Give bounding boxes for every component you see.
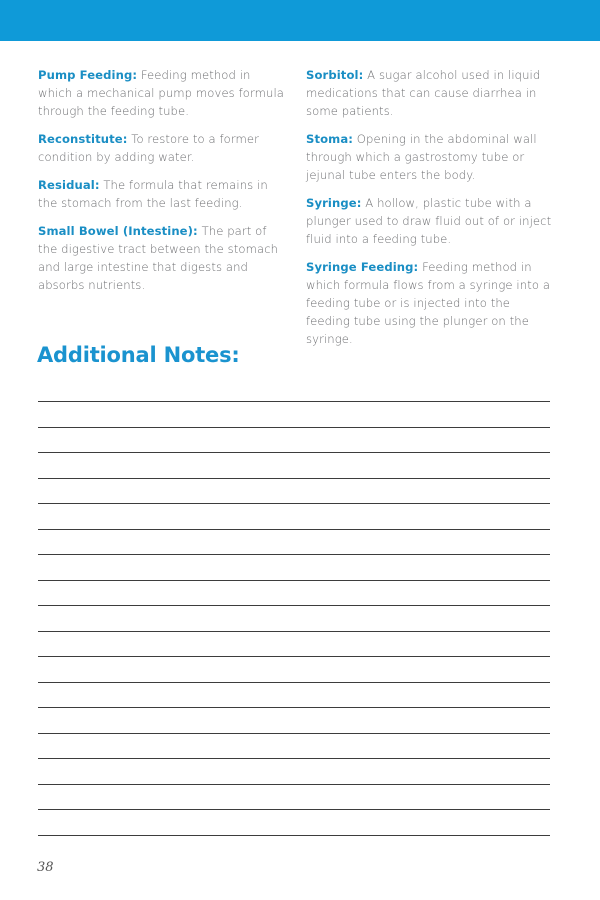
glossary-definition: The part of the digestive tract between the stomach and large intestine that digests and absorbs nutrients.: [38, 224, 279, 292]
note-line[interactable]: [38, 682, 550, 708]
glossary-definition: Opening in the abdominal wall through which a gastrostomy tube or jejunal tube enters the body.: [306, 132, 537, 182]
page-number: 38: [37, 860, 54, 875]
note-line[interactable]: [38, 452, 550, 478]
note-line[interactable]: [38, 580, 550, 606]
glossary-entry-small-bowel: [38, 222, 286, 294]
glossary-definition: A sugar alcohol used in liquid medications that can cause diarrhea in some patients.: [306, 68, 541, 118]
note-line[interactable]: [38, 809, 550, 835]
glossary-term: Stoma:: [306, 132, 353, 146]
note-line[interactable]: [38, 478, 550, 504]
note-line[interactable]: [38, 733, 550, 759]
glossary-definition: To restore to a former condition by adding water.: [38, 132, 260, 164]
note-line[interactable]: [38, 529, 550, 555]
note-line[interactable]: [38, 758, 550, 784]
glossary-entry-stoma: [306, 130, 556, 184]
header-band: [0, 0, 600, 41]
glossary-term: Syringe:: [306, 196, 362, 210]
note-line[interactable]: [38, 707, 550, 733]
glossary-entry-syringe-feeding: [306, 258, 556, 348]
additional-notes-heading: Additional Notes:: [37, 343, 240, 367]
glossary-column-right: [306, 66, 556, 358]
note-line[interactable]: [38, 554, 550, 580]
note-line[interactable]: [38, 427, 550, 453]
note-line[interactable]: [38, 605, 550, 631]
note-line[interactable]: [38, 784, 550, 810]
glossary-term: Small Bowel (Intestine):: [38, 224, 198, 238]
glossary-entry-reconstitute: [38, 130, 286, 166]
glossary-entry-pump-feeding: [38, 66, 286, 120]
note-line[interactable]: [38, 401, 550, 427]
note-line[interactable]: [38, 835, 550, 861]
glossary-entry-residual: [38, 176, 286, 212]
glossary-definition: Feeding method in which a mechanical pump moves formula through the feeding tube.: [38, 68, 285, 118]
glossary-definition: Feeding method in which formula flows from a syringe into a feeding tube or is injected into the feeding tube using the plunger on the syringe.: [306, 260, 551, 346]
glossary-definition: The formula that remains in the stomach from the last feeding.: [38, 178, 268, 210]
glossary-term: Sorbitol:: [306, 68, 364, 82]
note-line[interactable]: [38, 656, 550, 682]
note-line[interactable]: [38, 503, 550, 529]
glossary-term: Reconstitute:: [38, 132, 128, 146]
note-line[interactable]: [38, 631, 550, 657]
glossary-term: Syringe Feeding:: [306, 260, 419, 274]
notes-writing-lines[interactable]: [38, 401, 550, 860]
glossary-column-left: [38, 66, 286, 304]
glossary-entry-syringe: [306, 194, 556, 248]
glossary-term: Pump Feeding:: [38, 68, 138, 82]
glossary-entry-sorbitol: [306, 66, 556, 120]
glossary-definition: A hollow, plastic tube with a plunger used to draw fluid out of or inject fluid into a feeding tube.: [306, 196, 552, 246]
glossary-term: Residual:: [38, 178, 100, 192]
